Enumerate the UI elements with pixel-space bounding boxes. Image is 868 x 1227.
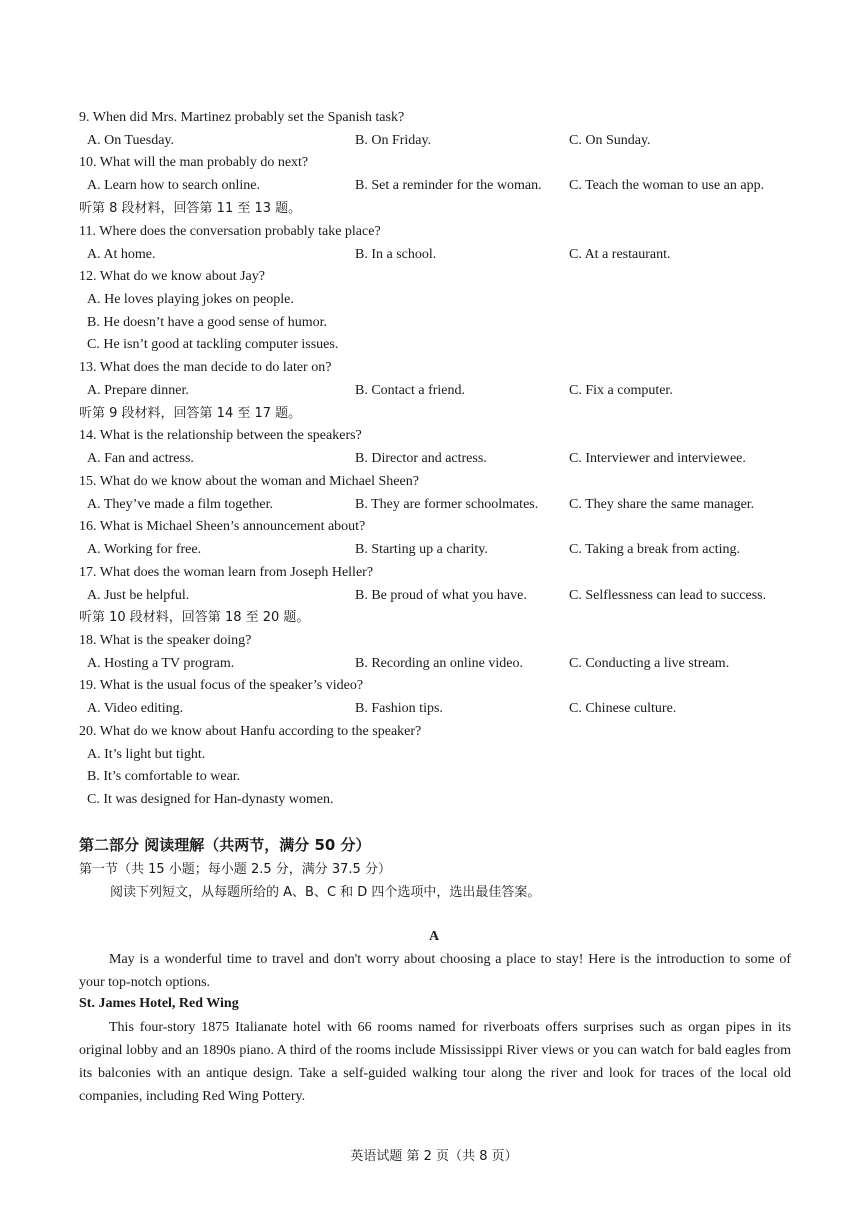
section-title: 第一节（共 15 小题；每小题 2.5 分，满分 37.5 分） bbox=[79, 862, 391, 877]
option-a: A. Learn how to search online. bbox=[87, 178, 260, 193]
question-stem: 19. What is the usual focus of the speaker’s video? bbox=[79, 678, 364, 693]
option-b: B. Starting up a charity. bbox=[355, 542, 488, 557]
option-b: B. Fashion tips. bbox=[355, 701, 443, 716]
question-stem: 14. What is the relationship between the speakers? bbox=[79, 428, 362, 443]
option-a: A. They’ve made a film together. bbox=[87, 497, 273, 512]
material-instruction: 听第 10 段材料，回答第 18 至 20 题。 bbox=[79, 610, 310, 625]
hotel-heading: St. James Hotel, Red Wing bbox=[79, 996, 239, 1011]
question-stem: 15. What do we know about the woman and Michael Sheen? bbox=[79, 474, 419, 489]
option-c: C. Selflessness can lead to success. bbox=[569, 588, 767, 603]
question-stem: 12. What do we know about Jay? bbox=[79, 269, 265, 284]
option-b: B. Recording an online video. bbox=[355, 656, 523, 671]
question-stem: 10. What will the man probably do next? bbox=[79, 155, 309, 170]
question-stem: 20. What do we know about Hanfu according to the speaker? bbox=[79, 724, 422, 739]
option-a: A. On Tuesday. bbox=[87, 133, 174, 148]
passage-letter: A bbox=[428, 929, 440, 944]
option-c: C. They share the same manager. bbox=[569, 497, 755, 512]
option-a: A. Just be helpful. bbox=[87, 588, 190, 603]
section-instruction: 阅读下列短文，从每题所给的 A、B、C 和 D 四个选项中，选出最佳答案。 bbox=[110, 885, 541, 900]
option-b: B. They are former schoolmates. bbox=[355, 497, 539, 512]
question-stem: 9. When did Mrs. Martinez probably set the Spanish task? bbox=[79, 110, 405, 125]
option-a: A. Video editing. bbox=[87, 701, 184, 716]
option-c: C. On Sunday. bbox=[569, 133, 651, 148]
option-b: B. Be proud of what you have. bbox=[355, 588, 527, 603]
option-c: C. At a restaurant. bbox=[569, 247, 671, 262]
part-title: 第二部分 阅读理解（共两节，满分 50 分） bbox=[79, 836, 371, 854]
option-b: B. In a school. bbox=[355, 247, 437, 262]
option-c: C. It was designed for Han-dynasty women. bbox=[87, 792, 334, 807]
option-c: C. He isn’t good at tackling computer issues. bbox=[87, 337, 339, 352]
option-a: A. Hosting a TV program. bbox=[87, 656, 235, 671]
option-a: A. Working for free. bbox=[87, 542, 202, 557]
option-a: A. Fan and actress. bbox=[87, 451, 194, 466]
hotel-description: This four-story 1875 Italianate hotel with 66 rooms named for riverboats offers surprises such as organ pipes in its original lobby and an 1890s piano. A third of the rooms include Mississippi River views or you can watch for bald eagles from its balconies with an antique design. Take a self-guided walking tour along the river and look for traces of the local old companies, including Red Wing Pottery. bbox=[79, 1020, 791, 1104]
passage-intro: May is a wonderful time to travel and don't worry about choosing a place to stay! Here is the introduction to some of your top-notch options. bbox=[79, 952, 791, 990]
question-stem: 13. What does the man decide to do later on? bbox=[79, 360, 332, 375]
option-c: C. Interviewer and interviewee. bbox=[569, 451, 746, 466]
material-instruction: 听第 8 段材料，回答第 11 至 13 题。 bbox=[79, 201, 302, 216]
option-b: B. Director and actress. bbox=[355, 451, 487, 466]
option-b: B. Contact a friend. bbox=[355, 383, 466, 398]
option-c: C. Taking a break from acting. bbox=[569, 542, 740, 557]
question-stem: 17. What does the woman learn from Joseph Heller? bbox=[79, 565, 374, 580]
option-a: A. He loves playing jokes on people. bbox=[87, 292, 294, 307]
option-a: A. Prepare dinner. bbox=[87, 383, 189, 398]
option-c: C. Teach the woman to use an app. bbox=[569, 178, 765, 193]
question-stem: 18. What is the speaker doing? bbox=[79, 633, 252, 648]
option-b: B. On Friday. bbox=[355, 133, 432, 148]
question-stem: 16. What is Michael Sheen’s announcement about? bbox=[79, 519, 366, 534]
option-a: A. At home. bbox=[87, 247, 156, 262]
option-b: B. He doesn’t have a good sense of humor. bbox=[87, 315, 328, 330]
question-stem: 11. Where does the conversation probably take place? bbox=[79, 224, 381, 239]
material-instruction: 听第 9 段材料，回答第 14 至 17 题。 bbox=[79, 406, 302, 421]
page-footer: 英语试题 第 2 页（共 8 页） bbox=[350, 1149, 518, 1164]
option-c: C. Conducting a live stream. bbox=[569, 656, 730, 671]
option-c: C. Chinese culture. bbox=[569, 701, 677, 716]
option-a: A. It’s light but tight. bbox=[87, 747, 206, 762]
option-b: B. It’s comfortable to wear. bbox=[87, 769, 241, 784]
option-b: B. Set a reminder for the woman. bbox=[355, 178, 542, 193]
option-c: C. Fix a computer. bbox=[569, 383, 673, 398]
